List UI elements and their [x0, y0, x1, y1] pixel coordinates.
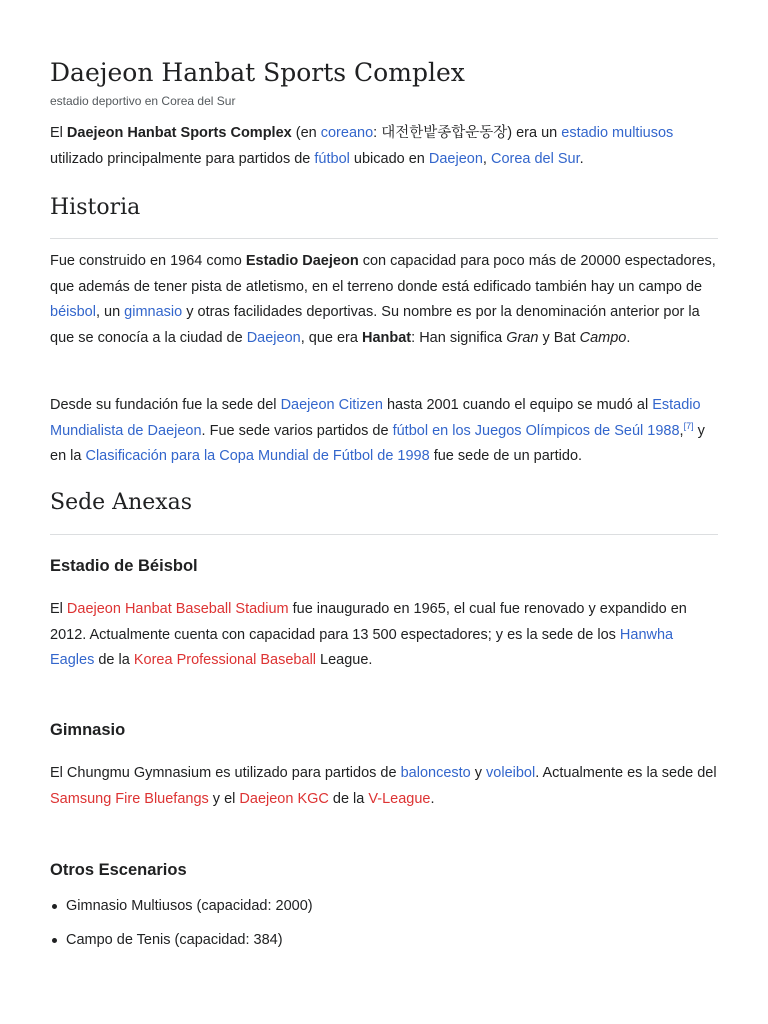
italic-campo: Campo — [579, 329, 627, 346]
link-daejeon[interactable]: Daejeon — [428, 150, 483, 167]
text: . Actualmente es la sede del — [535, 765, 717, 781]
text: . — [579, 150, 584, 167]
historia-paragraph-2 — [50, 393, 718, 470]
text: . — [626, 329, 631, 346]
text: con capacidad para poco más de 20000 espectadores, que además de tener pista de atletismo, en el terreno donde está edificado también hay un campo de — [50, 253, 716, 295]
text: , un — [95, 304, 125, 321]
text: de la — [328, 790, 369, 807]
intro-paragraph — [50, 121, 718, 172]
text: y el — [208, 790, 240, 807]
link-voleibol[interactable]: voleibol — [486, 765, 536, 781]
otros-escenarios-list — [50, 894, 313, 962]
text: y otras facilidades deportivas. Su nombre es por la denominación anterior por la que se conocía a la ciudad de — [50, 304, 700, 346]
list-item — [50, 894, 313, 918]
reference-link[interactable]: [7] — [683, 420, 694, 431]
page-subtitle: estadio deportivo en Corea del Sur — [50, 94, 236, 108]
beisbol-paragraph — [50, 597, 718, 674]
text: de la — [94, 652, 134, 669]
redlink-baseball-stadium[interactable]: Daejeon Hanbat Baseball Stadium — [66, 601, 289, 617]
link-futbol[interactable]: fútbol — [314, 150, 350, 167]
link-coreano[interactable]: coreano — [320, 125, 374, 141]
list-item-text: Gimnasio Multiusos (capacidad: 2000) — [66, 898, 313, 914]
subsection-heading-gimnasio: Gimnasio — [50, 721, 126, 739]
text: El — [50, 125, 67, 141]
page-title: Daejeon Hanbat Sports Complex — [50, 58, 465, 87]
redlink-v-league[interactable]: V-League — [368, 790, 431, 807]
bold-article-name: Daejeon Hanbat Sports Complex — [66, 125, 292, 141]
italic-gran: Gran — [506, 329, 539, 346]
link-clasificacion-copa-mundial[interactable]: Clasificación para la Copa Mundial de Fútbol de 1998 — [85, 448, 430, 465]
list-item — [50, 928, 313, 952]
list-item-text: Campo de Tenis (capacidad: 384) — [66, 932, 283, 948]
section-divider — [50, 534, 718, 535]
link-beisbol[interactable]: béisbol — [50, 304, 96, 321]
redlink-daejeon-kgc[interactable]: Daejeon KGC — [239, 790, 329, 807]
text: , que era — [300, 329, 362, 346]
link-baloncesto[interactable]: baloncesto — [400, 765, 471, 781]
link-corea-del-sur[interactable]: Corea del Sur — [490, 150, 580, 167]
text: League. — [316, 652, 373, 669]
text: utilizado principalmente para partidos de — [50, 150, 315, 167]
text: , — [482, 150, 491, 167]
text: y en la — [50, 422, 705, 465]
link-estadio-multiusos[interactable]: estadio multiusos — [561, 125, 674, 141]
text: y — [470, 765, 487, 781]
bold-hanbat: Hanbat — [361, 329, 412, 346]
text: hasta 2001 cuando el equipo se mudó al — [382, 397, 653, 413]
text: , — [679, 422, 684, 439]
link-daejeon[interactable]: Daejeon — [246, 329, 301, 346]
text: y Bat — [538, 329, 580, 346]
text: El — [50, 601, 67, 617]
historia-paragraph-1 — [50, 249, 718, 351]
text: El Chungmu Gymnasium es utilizado para partidos de — [50, 765, 401, 781]
link-gimnasio[interactable]: gimnasio — [124, 304, 183, 321]
link-futbol-olimpicos[interactable]: fútbol en los Juegos Olímpicos de Seúl 1988 — [392, 422, 680, 439]
section-heading-historia: Historia — [50, 195, 141, 220]
section-divider — [50, 238, 718, 239]
bullet-icon — [52, 938, 57, 943]
section-heading-sede-anexas: Sede Anexas — [50, 490, 193, 515]
subsection-heading-estadio-beisbol: Estadio de Béisbol — [50, 557, 198, 575]
redlink-samsung-fire-bluefangs[interactable]: Samsung Fire Bluefangs — [50, 790, 209, 807]
text: fue sede de un partido. — [429, 448, 583, 465]
text: . — [430, 790, 435, 807]
text: ubicado en — [349, 150, 429, 167]
gimnasio-paragraph — [50, 761, 718, 812]
link-hanwha-eagles[interactable]: Hanwha Eagles — [50, 626, 674, 669]
link-daejeon-citizen[interactable]: Daejeon Citizen — [280, 397, 383, 413]
subsection-heading-otros-escenarios: Otros Escenarios — [50, 861, 187, 879]
text: (en — [291, 125, 321, 141]
text: : Han significa — [411, 329, 507, 346]
redlink-korea-professional-baseball[interactable]: Korea Professional Baseball — [133, 652, 317, 669]
text: Fue construido en 1964 como — [50, 253, 246, 269]
bullet-icon — [52, 904, 57, 909]
text: . Fue sede varios partidos de — [201, 422, 393, 439]
link-estadio-mundialista[interactable]: Estadio Mundialista de Daejeon — [50, 397, 701, 439]
text: Desde su fundación fue la sede del — [50, 397, 281, 413]
bold-estadio-daejeon: Estadio Daejeon — [245, 253, 359, 269]
text: : 대전한밭종합운동장) era un — [373, 125, 562, 141]
text: fue inaugurado en 1965, el cual fue renovado y expandido en 2012. Actualmente cuenta con capacidad para 13 500 espectadores; y es la sede de los — [50, 601, 687, 643]
